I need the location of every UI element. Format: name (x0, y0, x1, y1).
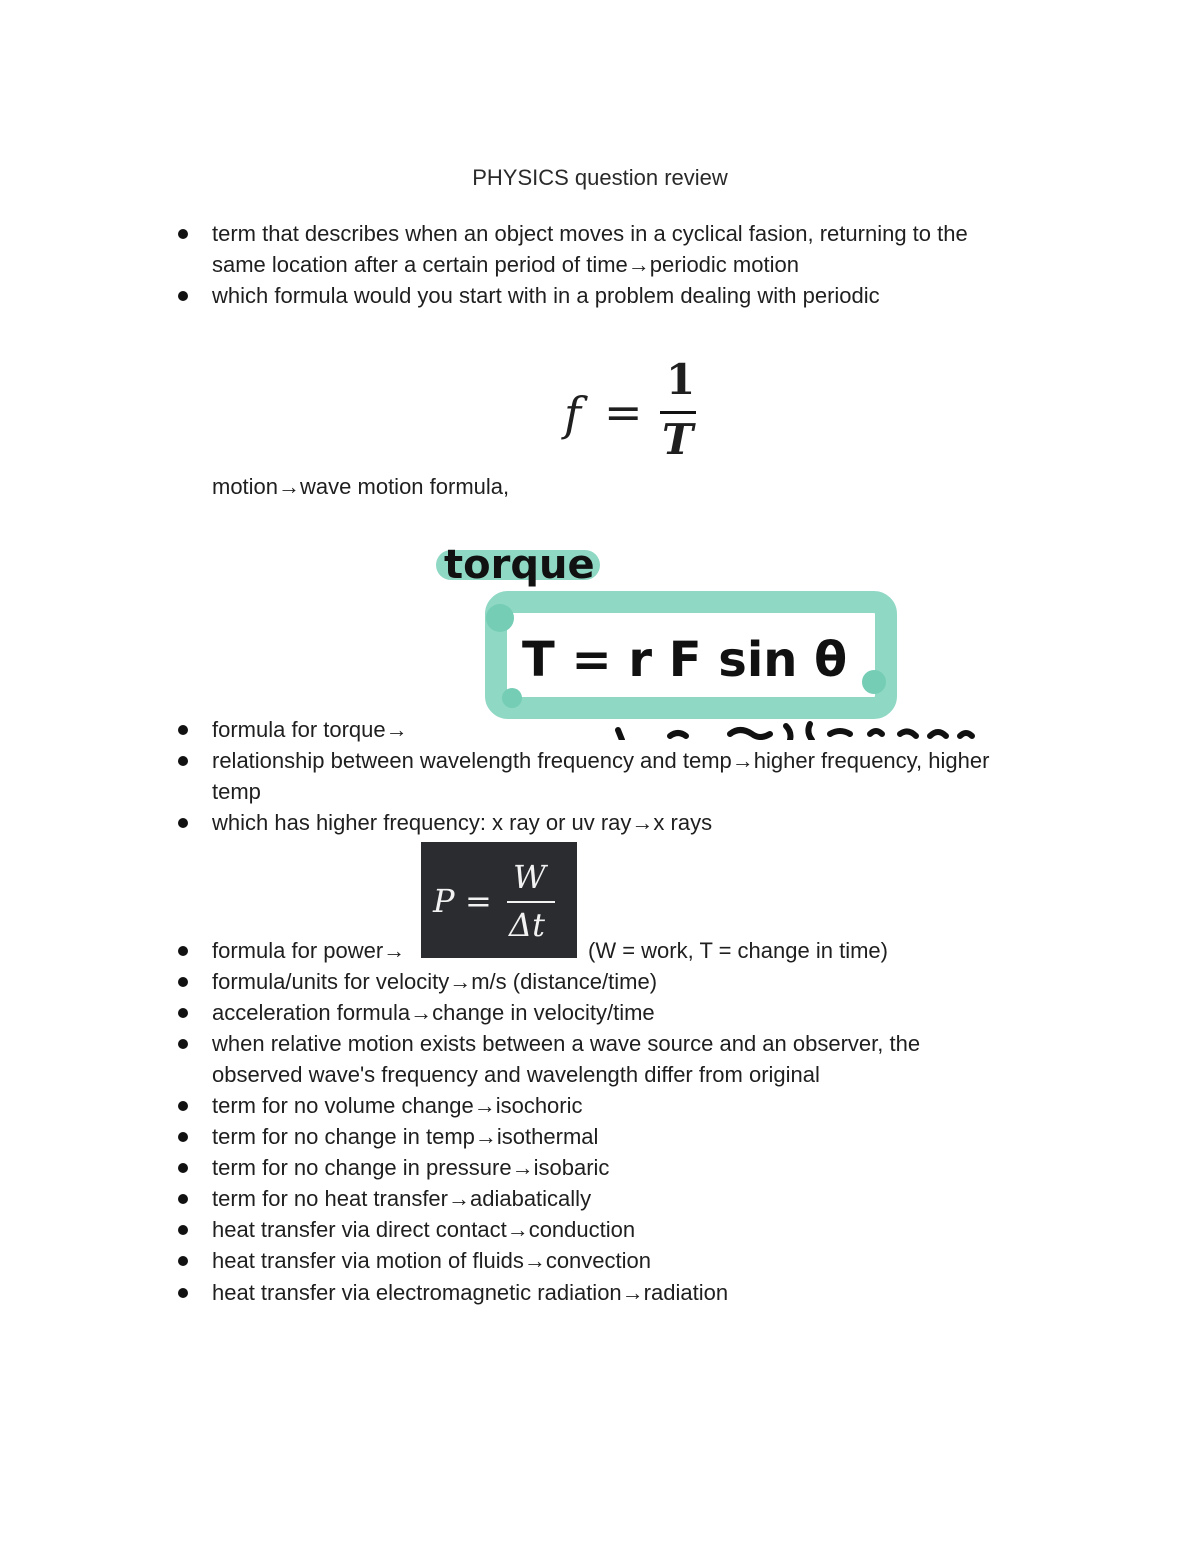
formula-denominator: Δt (509, 906, 545, 944)
formula-lhs: P (433, 882, 455, 920)
page-title: PHYSICS question review (472, 165, 728, 190)
bullet-icon (178, 977, 188, 987)
list-item-text: (W = work, T = change in time) (588, 938, 888, 963)
formula-equals: = (604, 385, 643, 439)
bullet-icon (178, 1163, 188, 1173)
bullet-icon (178, 946, 188, 956)
list-item-text: term for no change in temp→isothermal (212, 1124, 599, 1149)
list-item-text: temp (212, 779, 261, 804)
torque-label: torque (444, 542, 595, 588)
list-item-text: heat transfer via motion of fluids→convection (212, 1248, 652, 1273)
bullet-icon (178, 1101, 188, 1111)
list-item-text: relationship between wavelength frequency and temp→higher frequency, higher (212, 748, 990, 773)
bullet-icon (178, 756, 188, 766)
list-item-text: term for no change in pressure→isobaric (212, 1155, 610, 1180)
formula-numerator: 1 (666, 355, 696, 404)
list-item-text: which has higher frequency: x ray or uv ray→x rays (212, 810, 713, 835)
torque-expression: T = r F sin θ (522, 632, 848, 688)
list-item-text: formula for torque→ (212, 717, 408, 742)
list-item-text: formula for power→ (212, 938, 406, 963)
bullet-icon (178, 229, 188, 239)
bullet-icon (178, 291, 188, 301)
bullet-icon (178, 818, 188, 828)
list-item-text: acceleration formula→change in velocity/time (212, 1000, 655, 1025)
list-item-text: heat transfer via direct contact→conduction (212, 1217, 636, 1242)
bullet-icon (178, 1132, 188, 1142)
bullet-icon (178, 725, 188, 735)
list-item-text: when relative motion exists between a wave source and an observer, the (212, 1031, 921, 1056)
bullet-icon (178, 1008, 188, 1018)
formula-lhs: f (564, 387, 582, 441)
bullet-icon (178, 1256, 188, 1266)
list-item-text: formula/units for velocity→m/s (distance/time) (212, 969, 658, 994)
formula-equals: = (465, 882, 492, 920)
fraction-bar (507, 901, 555, 903)
frequency-formula (560, 355, 720, 465)
handwriting-fragment (618, 724, 972, 740)
bullet-icon (178, 1288, 188, 1298)
list-item-text: term for no volume change→isochoric (212, 1093, 583, 1118)
bullet-icon (178, 1194, 188, 1204)
formula-denominator: T (662, 415, 694, 464)
bullet-icon (178, 1039, 188, 1049)
torque-handwritten-image (430, 530, 990, 740)
list-item-text: term that describes when an object moves in a cyclical fasion, returning to the (212, 221, 968, 246)
list-item-text: which formula would you start with in a problem dealing with periodic (212, 283, 880, 308)
formula-numerator: W (513, 858, 546, 896)
list-item-text: observed wave's frequency and wavelength differ from original (212, 1062, 820, 1087)
fraction-bar (660, 411, 696, 414)
power-formula-image (421, 842, 577, 958)
list-item-text: term for no heat transfer→adiabatically (212, 1186, 592, 1211)
list-item-text: heat transfer via electromagnetic radiation→radiation (212, 1280, 729, 1305)
list-item-text: same location after a certain period of time→periodic motion (212, 252, 799, 277)
list-item-text: motion→wave motion formula, (212, 474, 510, 499)
bullet-icon (178, 1225, 188, 1235)
